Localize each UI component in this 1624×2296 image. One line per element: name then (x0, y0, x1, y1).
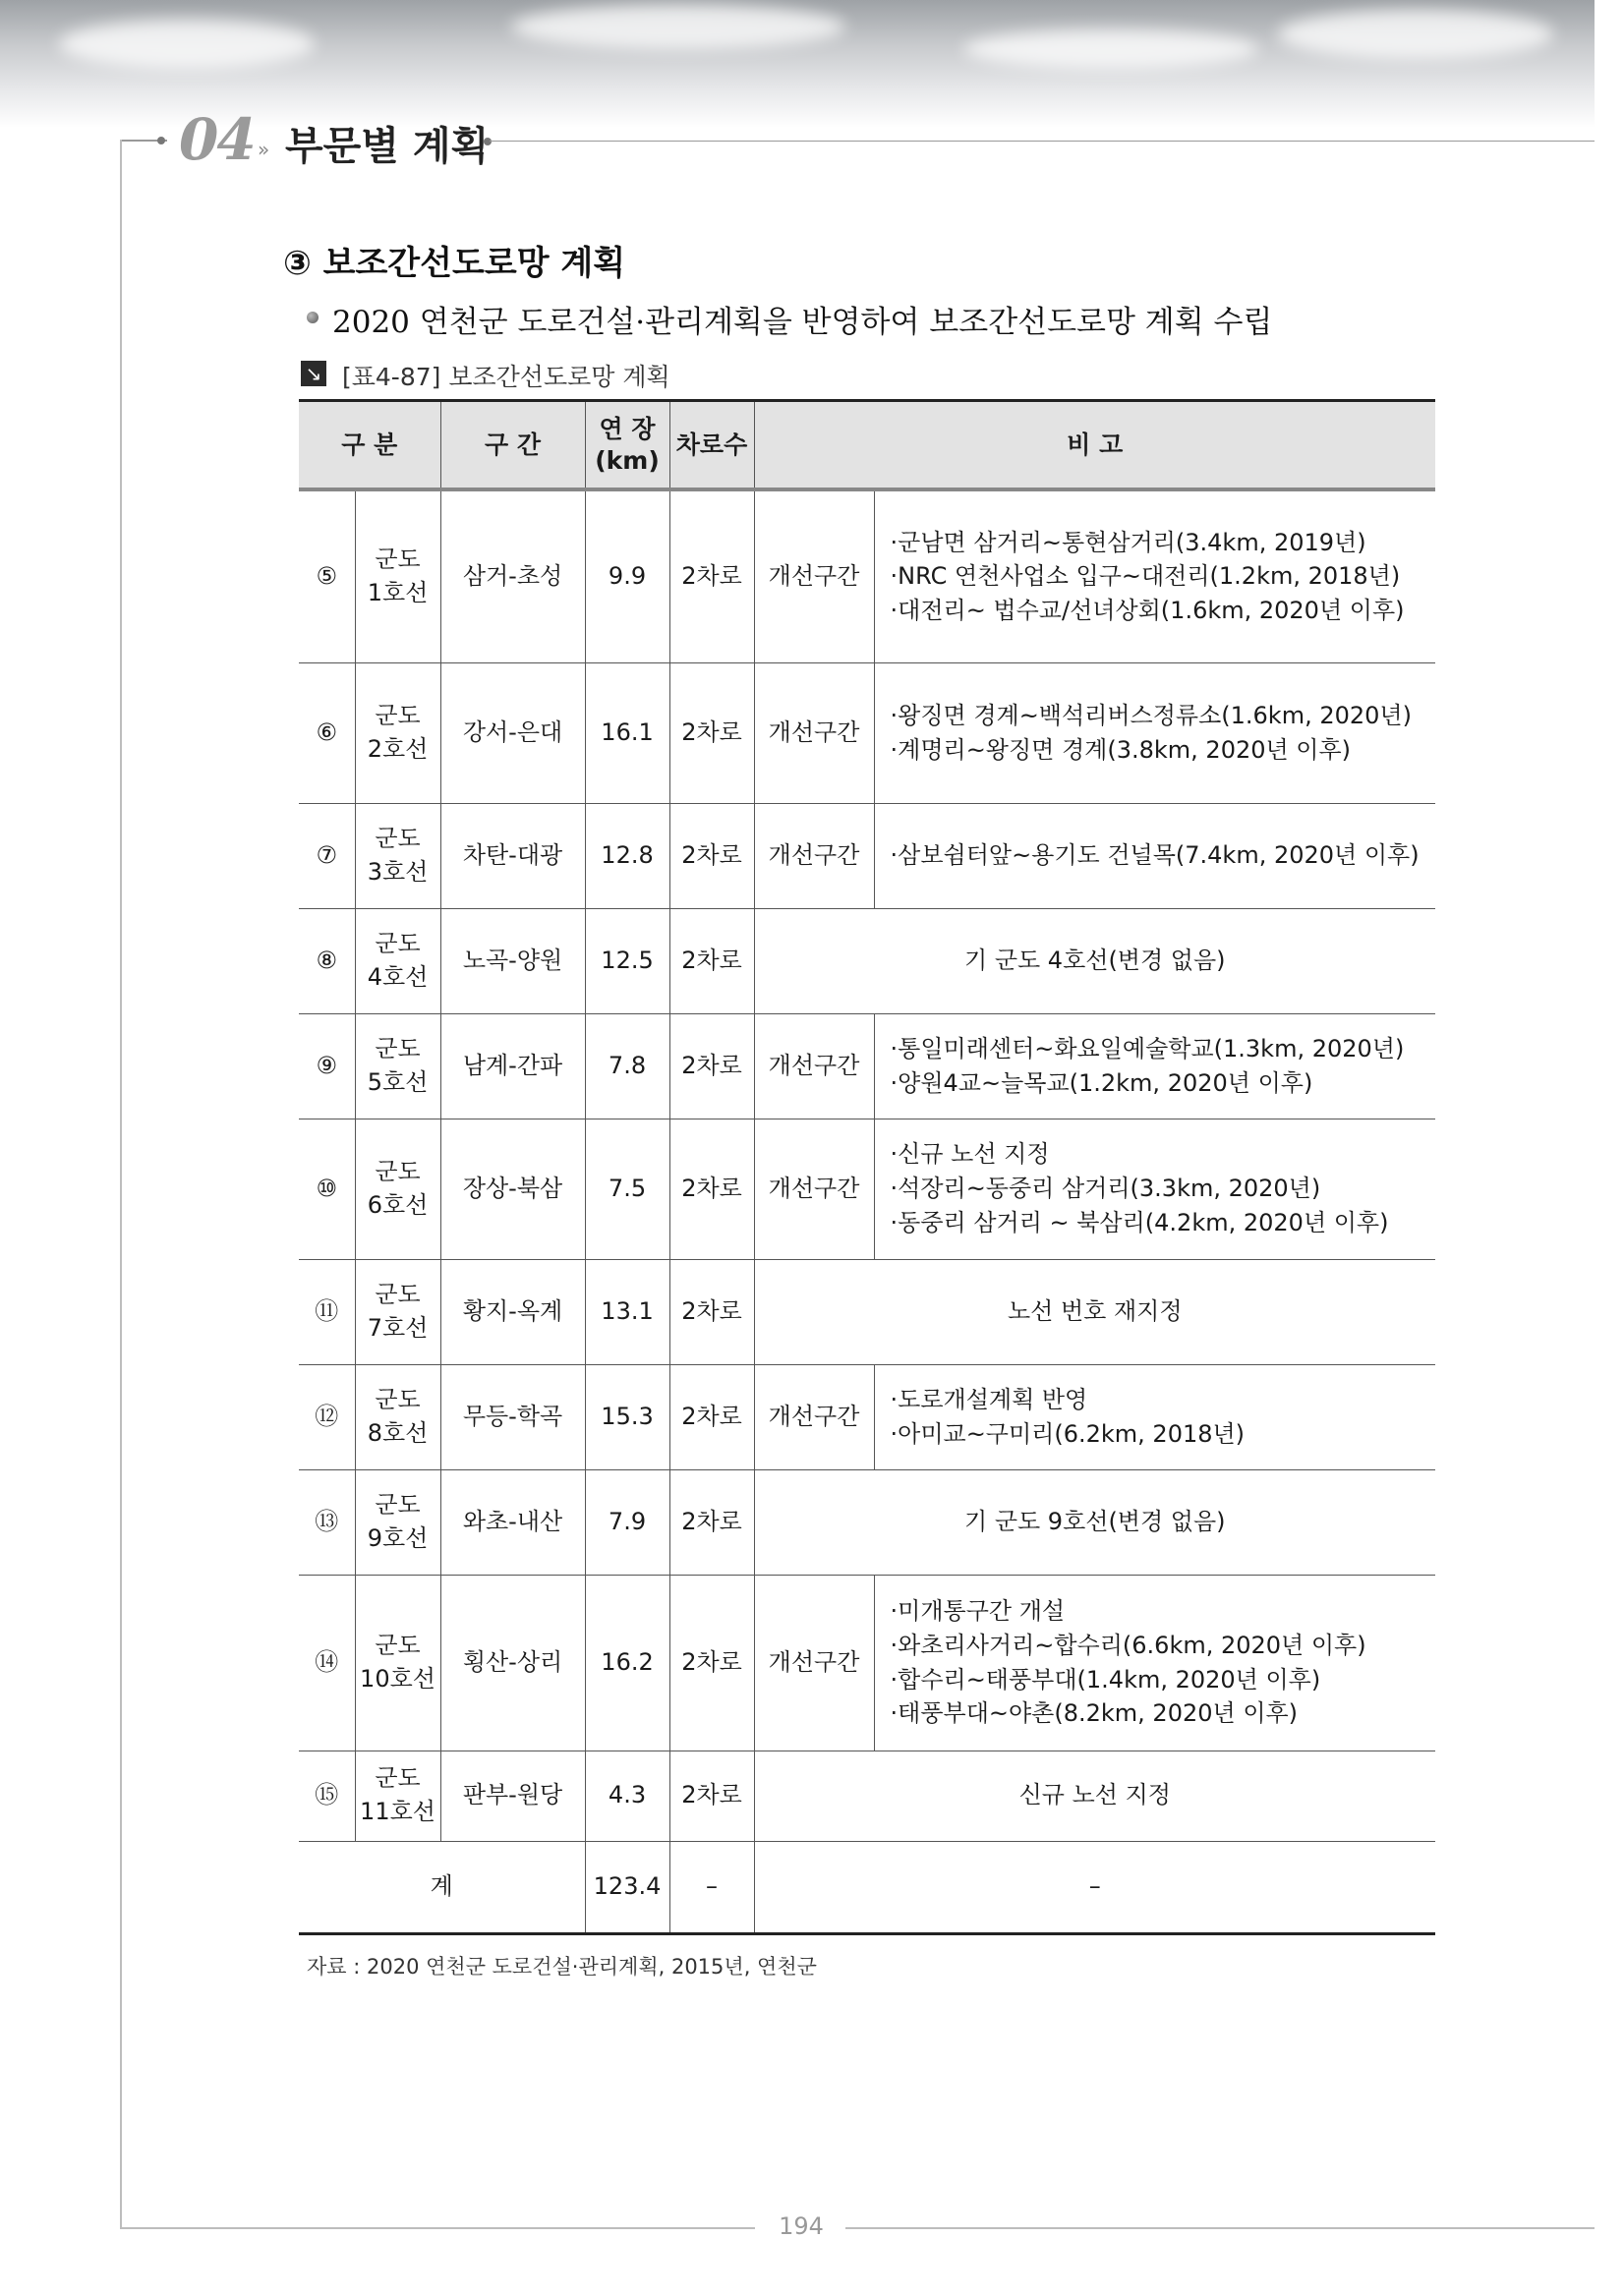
route-cell (355, 1259, 440, 1364)
length-cell: 16.1 (585, 662, 669, 803)
remarks-notes-cell (874, 1119, 1435, 1259)
section-cell: 무등-학곡 (440, 1364, 585, 1469)
length-cell: 12.8 (585, 803, 669, 908)
length-cell: 9.9 (585, 489, 669, 662)
lanes-cell: 2차로 (669, 489, 754, 662)
table-row (299, 1364, 1435, 1469)
frame-bottom-left-rule (120, 2227, 755, 2229)
row-number: ⑥ (299, 662, 355, 803)
remarks-notes-cell (874, 803, 1435, 908)
arrow-down-right-icon: ↘ (301, 361, 326, 386)
remark-line: ·양원4교~늘목교(1.2km, 2020년 이후) (890, 1068, 1313, 1097)
row-number: ⑫ (299, 1364, 355, 1469)
table-row (299, 1013, 1435, 1119)
table-row (299, 803, 1435, 908)
type-cell: 개선구간 (754, 1364, 874, 1469)
type-cell: 개선구간 (754, 1575, 874, 1751)
route-number: 8호선 (367, 1418, 429, 1447)
route-number: 1호선 (367, 578, 429, 606)
route-number: 6호선 (367, 1190, 429, 1219)
lanes-cell: 2차로 (669, 908, 754, 1013)
lanes-cell: 2차로 (669, 1469, 754, 1575)
route-number: 3호선 (367, 857, 429, 886)
total-length: 123.4 (585, 1841, 669, 1933)
remarks-notes-cell (874, 1013, 1435, 1119)
section-cell: 장상-북삼 (440, 1119, 585, 1259)
route-cell (355, 1751, 440, 1841)
type-cell: 개선구간 (754, 1119, 874, 1259)
section-cell: 차탄-대광 (440, 803, 585, 908)
route-number: 4호선 (367, 962, 429, 991)
section-cell: 횡산-상리 (440, 1575, 585, 1751)
table-row (299, 1119, 1435, 1259)
remarks-notes-cell (874, 662, 1435, 803)
header-length-unit: (km) (595, 445, 660, 475)
remark-line: ·NRC 연천사업소 입구~대전리(1.2km, 2018년) (890, 562, 1401, 591)
length-cell: 7.8 (585, 1013, 669, 1119)
total-label: 계 (299, 1841, 585, 1933)
remarks-cell: 노선 번호 재지정 (754, 1259, 1435, 1364)
route-name: 군도 (375, 1490, 421, 1519)
road-plan-table (299, 399, 1435, 1935)
table-row (299, 908, 1435, 1013)
remark-line: ·태풍부대~야촌(8.2km, 2020년 이후) (890, 1699, 1299, 1728)
type-cell: 개선구간 (754, 662, 874, 803)
remarks-cell: 신규 노선 지정 (754, 1751, 1435, 1841)
length-cell: 7.5 (585, 1119, 669, 1259)
header-lanes: 차로수 (669, 401, 754, 490)
route-cell (355, 489, 440, 662)
lanes-cell: 2차로 (669, 1259, 754, 1364)
remark-line: ·도로개설계획 반영 (890, 1385, 1088, 1413)
remark-line: ·대전리~ 법수교/선녀상회(1.6km, 2020년 이후) (890, 597, 1405, 625)
lanes-cell: 2차로 (669, 1751, 754, 1841)
row-number: ⑨ (299, 1013, 355, 1119)
route-name: 군도 (375, 1631, 421, 1659)
type-cell: 개선구간 (754, 803, 874, 908)
table-header-row (299, 401, 1435, 490)
remarks-notes-cell (874, 1575, 1435, 1751)
route-cell (355, 1013, 440, 1119)
bullet-icon (307, 312, 319, 323)
route-name: 군도 (375, 701, 421, 729)
table-row (299, 1751, 1435, 1841)
route-number: 10호선 (360, 1664, 435, 1693)
row-number: ⑮ (299, 1751, 355, 1841)
section-cell: 판부-원당 (440, 1751, 585, 1841)
lanes-cell: 2차로 (669, 1364, 754, 1469)
frame-dot-left (157, 137, 165, 144)
chapter-number: 04 (179, 106, 255, 173)
route-name: 군도 (375, 1280, 421, 1308)
source-note: 자료 : 2020 연천군 도로건설·관리계획, 2015년, 연천군 (307, 1955, 817, 1979)
total-lanes: – (669, 1841, 754, 1933)
remark-line: ·석장리~동중리 삼거리(3.3km, 2020년) (890, 1175, 1321, 1203)
remark-line: ·동중리 삼거리 ~ 북삼리(4.2km, 2020년 이후) (890, 1208, 1389, 1236)
table-total-row (299, 1841, 1435, 1933)
lanes-cell: 2차로 (669, 803, 754, 908)
row-number: ⑬ (299, 1469, 355, 1575)
row-number: ⑤ (299, 489, 355, 662)
header-length-label: 연 장 (599, 415, 656, 444)
table-row (299, 1575, 1435, 1751)
type-cell: 개선구간 (754, 489, 874, 662)
route-cell (355, 1469, 440, 1575)
table-body (299, 489, 1435, 1933)
table-caption: [표4-87] 보조간선도로망 계획 (342, 363, 670, 391)
table-row (299, 662, 1435, 803)
section-cell: 남계-간파 (440, 1013, 585, 1119)
route-cell (355, 1119, 440, 1259)
remark-line: ·계명리~왕징면 경계(3.8km, 2020년 이후) (890, 735, 1352, 764)
route-name: 군도 (375, 1034, 421, 1062)
route-cell (355, 803, 440, 908)
section-cell: 와초-내산 (440, 1469, 585, 1575)
route-number: 7호선 (367, 1313, 429, 1342)
route-name: 군도 (375, 1764, 421, 1793)
route-cell (355, 1575, 440, 1751)
section-cell: 노곡-양원 (440, 908, 585, 1013)
row-number: ⑩ (299, 1119, 355, 1259)
length-cell: 13.1 (585, 1259, 669, 1364)
remark-line: ·미개통구간 개설 (890, 1596, 1066, 1625)
lanes-cell: 2차로 (669, 1119, 754, 1259)
length-cell: 12.5 (585, 908, 669, 1013)
table-row (299, 1259, 1435, 1364)
chapter-arrow-icon: » (258, 138, 270, 161)
route-cell (355, 662, 440, 803)
bullet-text: 2020 연천군 도로건설·관리계획을 반영하여 보조간선도로망 계획 수립 (332, 305, 1273, 340)
header-section: 구 간 (440, 401, 585, 490)
remark-line: ·통일미래센터~화요일예술학교(1.3km, 2020년) (890, 1034, 1405, 1062)
remark-line: ·왕징면 경계~백석리버스정류소(1.6km, 2020년) (890, 701, 1412, 729)
header-remarks: 비 고 (754, 401, 1435, 490)
lanes-cell: 2차로 (669, 1013, 754, 1119)
row-number: ⑭ (299, 1575, 355, 1751)
length-cell: 7.9 (585, 1469, 669, 1575)
length-cell: 4.3 (585, 1751, 669, 1841)
route-number: 9호선 (367, 1523, 429, 1552)
remarks-notes-cell (874, 489, 1435, 662)
route-name: 군도 (375, 545, 421, 574)
route-number: 11호선 (360, 1798, 435, 1825)
section-cell: 황지-옥계 (440, 1259, 585, 1364)
length-cell: 16.2 (585, 1575, 669, 1751)
section-title: ③ 보조간선도로망 계획 (283, 244, 626, 283)
page-number: 194 (779, 2212, 824, 2240)
remark-line: ·신규 노선 지정 (890, 1140, 1050, 1169)
header-length (585, 401, 669, 490)
route-name: 군도 (375, 929, 421, 957)
header-category: 구 분 (299, 401, 440, 490)
remark-line: ·와초리사거리~합수리(6.6km, 2020년 이후) (890, 1631, 1366, 1659)
route-name: 군도 (375, 1385, 421, 1413)
frame-left-rule (120, 140, 122, 2229)
row-number: ⑪ (299, 1259, 355, 1364)
type-cell: 개선구간 (754, 1013, 874, 1119)
route-name: 군도 (375, 1157, 421, 1185)
frame-top-right-rule (490, 141, 1595, 142)
lanes-cell: 2차로 (669, 662, 754, 803)
remarks-notes-cell (874, 1364, 1435, 1469)
row-number: ⑧ (299, 908, 355, 1013)
section-cell: 삼거-초성 (440, 489, 585, 662)
remark-line: ·군남면 삼거리~통현삼거리(3.4km, 2019년) (890, 528, 1366, 556)
remark-line: ·합수리~태풍부대(1.4km, 2020년 이후) (890, 1665, 1321, 1693)
table-row (299, 489, 1435, 662)
route-name: 군도 (375, 824, 421, 852)
remark-line: ·삼보쉼터앞~용기도 건널목(7.4km, 2020년 이후) (890, 841, 1420, 870)
row-number: ⑦ (299, 803, 355, 908)
route-number: 2호선 (367, 734, 429, 763)
route-number: 5호선 (367, 1067, 429, 1096)
frame-bottom-right-rule (845, 2227, 1595, 2229)
remark-line: ·아미교~구미리(6.2km, 2018년) (890, 1419, 1246, 1448)
total-remarks: – (754, 1841, 1435, 1933)
lanes-cell: 2차로 (669, 1575, 754, 1751)
chapter-title: 부문별 계획 (285, 124, 490, 169)
section-cell: 강서-은대 (440, 662, 585, 803)
route-cell (355, 908, 440, 1013)
length-cell: 15.3 (585, 1364, 669, 1469)
route-cell (355, 1364, 440, 1469)
table-row (299, 1469, 1435, 1575)
remarks-cell: 기 군도 9호선(변경 없음) (754, 1469, 1435, 1575)
remarks-cell: 기 군도 4호선(변경 없음) (754, 908, 1435, 1013)
